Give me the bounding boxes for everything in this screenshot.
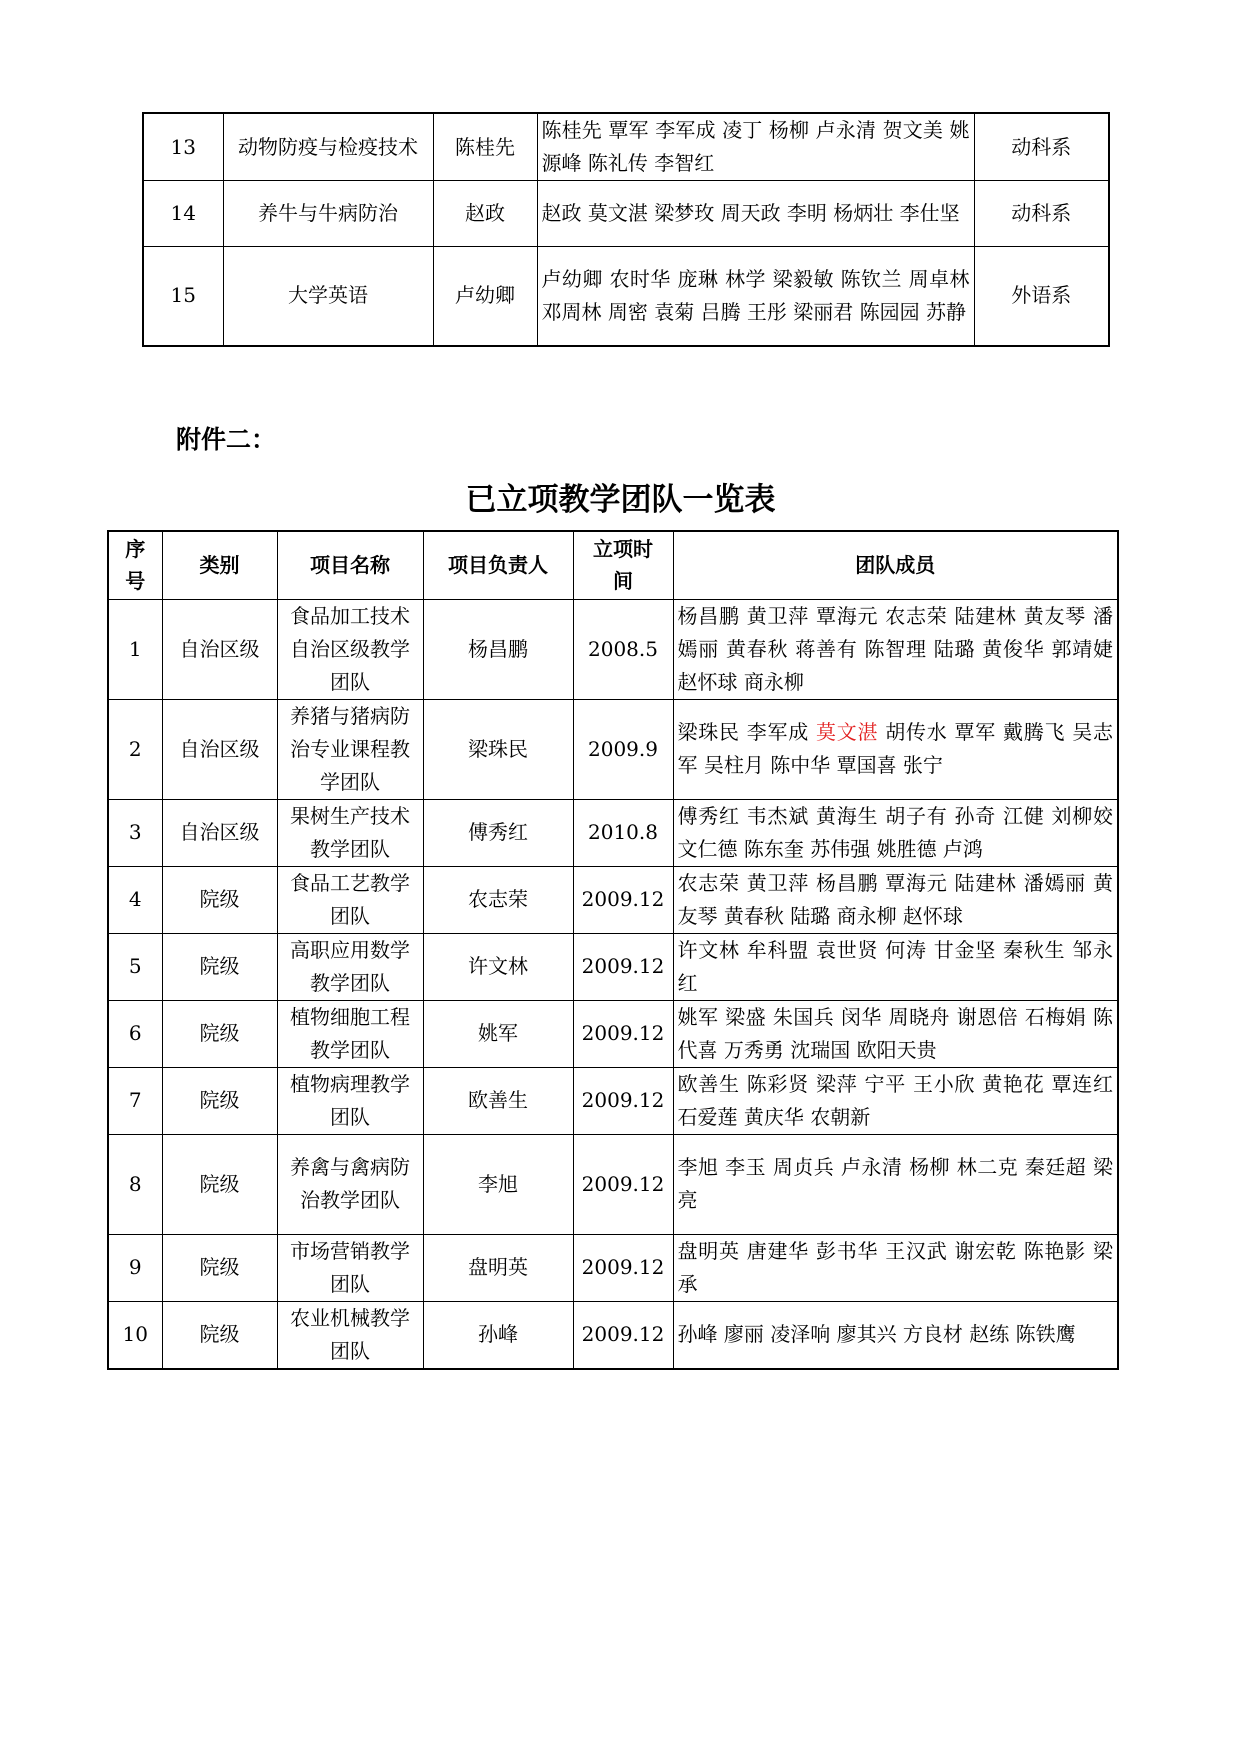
- date: 2009.12: [573, 866, 673, 933]
- table-row: [108, 799, 1118, 866]
- leader: 农志荣: [423, 866, 573, 933]
- category: 自治区级: [162, 699, 277, 799]
- project-name: 植物病理教学团队: [277, 1067, 423, 1134]
- members: 傅秀红 韦杰斌 黄海生 胡子有 孙奇 江健 刘柳姣 文仁德 陈东奎 苏伟强 姚胜德 卢鸿: [673, 799, 1118, 866]
- project-name: 食品加工技术自治区级教学团队: [277, 599, 423, 699]
- date: 2009.12: [573, 1301, 673, 1369]
- department: 动科系: [974, 113, 1109, 181]
- members: 农志荣 黄卫萍 杨昌鹏 覃海元 陆建林 潘嫣丽 黄友琴 黄春秋 陆璐 商永柳 赵怀球: [673, 866, 1118, 933]
- members-highlight: 莫文湛: [816, 720, 879, 744]
- row-number: 5: [108, 933, 162, 1000]
- course-leader: 陈桂先: [433, 113, 537, 181]
- table-row: [143, 181, 1109, 247]
- course-leader: 卢幼卿: [433, 247, 537, 346]
- attachment-label: 附件二：: [176, 425, 277, 454]
- header-number: 序号: [108, 531, 162, 599]
- table-row: [108, 1000, 1118, 1067]
- row-number: 9: [108, 1234, 162, 1301]
- leader: 许文林: [423, 933, 573, 1000]
- project-name: 市场营销教学团队: [277, 1234, 423, 1301]
- leader: 孙峰: [423, 1301, 573, 1369]
- header-leader: 项目负责人: [423, 531, 573, 599]
- members: 盘明英 唐建华 彭书华 王汉武 谢宏乾 陈艳影 梁承: [673, 1234, 1118, 1301]
- project-name: 高职应用数学教学团队: [277, 933, 423, 1000]
- project-name: 养禽与禽病防治教学团队: [277, 1134, 423, 1234]
- course-name: 大学英语: [223, 247, 433, 346]
- category: 院级: [162, 1000, 277, 1067]
- members-before: 梁珠民 李军成: [677, 720, 816, 744]
- header-project-name: 项目名称: [277, 531, 423, 599]
- category: 院级: [162, 1301, 277, 1369]
- project-name: 养猪与猪病防治专业课程教学团队: [277, 699, 423, 799]
- course-members: 陈桂先 覃军 李军成 凌丁 杨柳 卢永清 贺文美 姚源峰 陈礼传 李智红: [537, 113, 974, 181]
- project-name: 植物细胞工程教学团队: [277, 1000, 423, 1067]
- members: 孙峰 廖丽 凌泽响 廖其兴 方良材 赵练 陈铁鹰: [673, 1301, 1118, 1369]
- header-date: 立项时间: [573, 531, 673, 599]
- category: 院级: [162, 1134, 277, 1234]
- leader: 梁珠民: [423, 699, 573, 799]
- leader: 杨昌鹏: [423, 599, 573, 699]
- members: 许文林 牟科盟 袁世贤 何涛 甘金坚 秦秋生 邹永红: [673, 933, 1118, 1000]
- page-title: 已立项教学团队一览表: [465, 482, 776, 518]
- course-members: 赵政 莫文湛 梁梦玫 周天政 李明 杨炳壮 李仕坚: [537, 181, 974, 247]
- members-after: 胡传水 覃军 戴腾飞 吴志军 吴柱月 陈中华 覃国喜 张宁: [677, 720, 1113, 777]
- category: 自治区级: [162, 799, 277, 866]
- date: 2008.5: [573, 599, 673, 699]
- row-number: 7: [108, 1067, 162, 1134]
- table-row: [143, 247, 1109, 346]
- row-number: 15: [143, 247, 223, 346]
- table-row: [108, 599, 1118, 699]
- header-members: 团队成员: [673, 531, 1118, 599]
- category: 院级: [162, 1067, 277, 1134]
- leader: 姚军: [423, 1000, 573, 1067]
- date: 2009.12: [573, 933, 673, 1000]
- category: 院级: [162, 1234, 277, 1301]
- table-header-row: [108, 531, 1118, 599]
- row-number: 10: [108, 1301, 162, 1369]
- category: 院级: [162, 933, 277, 1000]
- row-number: 14: [143, 181, 223, 247]
- row-number: 6: [108, 1000, 162, 1067]
- members: [673, 699, 1118, 799]
- date: 2010.8: [573, 799, 673, 866]
- project-name: 果树生产技术教学团队: [277, 799, 423, 866]
- members: 杨昌鹏 黄卫萍 覃海元 农志荣 陆建林 黄友琴 潘嫣丽 黄春秋 蒋善有 陈智理 陆璐 黄俊华 郭靖婕 赵怀球 商永柳: [673, 599, 1118, 699]
- department: 动科系: [974, 181, 1109, 247]
- table-row: [108, 1234, 1118, 1301]
- table-row: [108, 1301, 1118, 1369]
- leader: 盘明英: [423, 1234, 573, 1301]
- date: 2009.12: [573, 1234, 673, 1301]
- leader: 傅秀红: [423, 799, 573, 866]
- course-members: 卢幼卿 农时华 庞琳 林学 梁毅敏 陈钦兰 周卓林 邓周林 周密 袁菊 吕腾 王彤 梁丽君 陈园园 苏静: [537, 247, 974, 346]
- members: 李旭 李玉 周贞兵 卢永清 杨柳 林二克 秦廷超 梁亮: [673, 1134, 1118, 1234]
- department: 外语系: [974, 247, 1109, 346]
- teaching-teams-table: [107, 530, 1119, 1370]
- header-category: 类别: [162, 531, 277, 599]
- members: 姚军 梁盛 朱国兵 闵华 周晓舟 谢恩倍 石梅娟 陈代喜 万秀勇 沈瑞国 欧阳天贵: [673, 1000, 1118, 1067]
- table-row: [108, 1134, 1118, 1234]
- leader: 李旭: [423, 1134, 573, 1234]
- date: 2009.9: [573, 699, 673, 799]
- date: 2009.12: [573, 1134, 673, 1234]
- project-name: 食品工艺教学团队: [277, 866, 423, 933]
- table-row: [143, 113, 1109, 181]
- leader: 欧善生: [423, 1067, 573, 1134]
- table-row: [108, 866, 1118, 933]
- row-number: 2: [108, 699, 162, 799]
- row-number: 13: [143, 113, 223, 181]
- course-name: 动物防疫与检疫技术: [223, 113, 433, 181]
- course-name: 养牛与牛病防治: [223, 181, 433, 247]
- date: 2009.12: [573, 1067, 673, 1134]
- row-number: 8: [108, 1134, 162, 1234]
- table-row: [108, 699, 1118, 799]
- project-name: 农业机械教学团队: [277, 1301, 423, 1369]
- row-number: 4: [108, 866, 162, 933]
- continuation-table: [142, 112, 1110, 347]
- category: 院级: [162, 866, 277, 933]
- members: 欧善生 陈彩贤 梁萍 宁平 王小欣 黄艳花 覃连红 石爱莲 黄庆华 农朝新: [673, 1067, 1118, 1134]
- date: 2009.12: [573, 1000, 673, 1067]
- row-number: 1: [108, 599, 162, 699]
- table-row: [108, 933, 1118, 1000]
- table-row: [108, 1067, 1118, 1134]
- row-number: 3: [108, 799, 162, 866]
- course-leader: 赵政: [433, 181, 537, 247]
- category: 自治区级: [162, 599, 277, 699]
